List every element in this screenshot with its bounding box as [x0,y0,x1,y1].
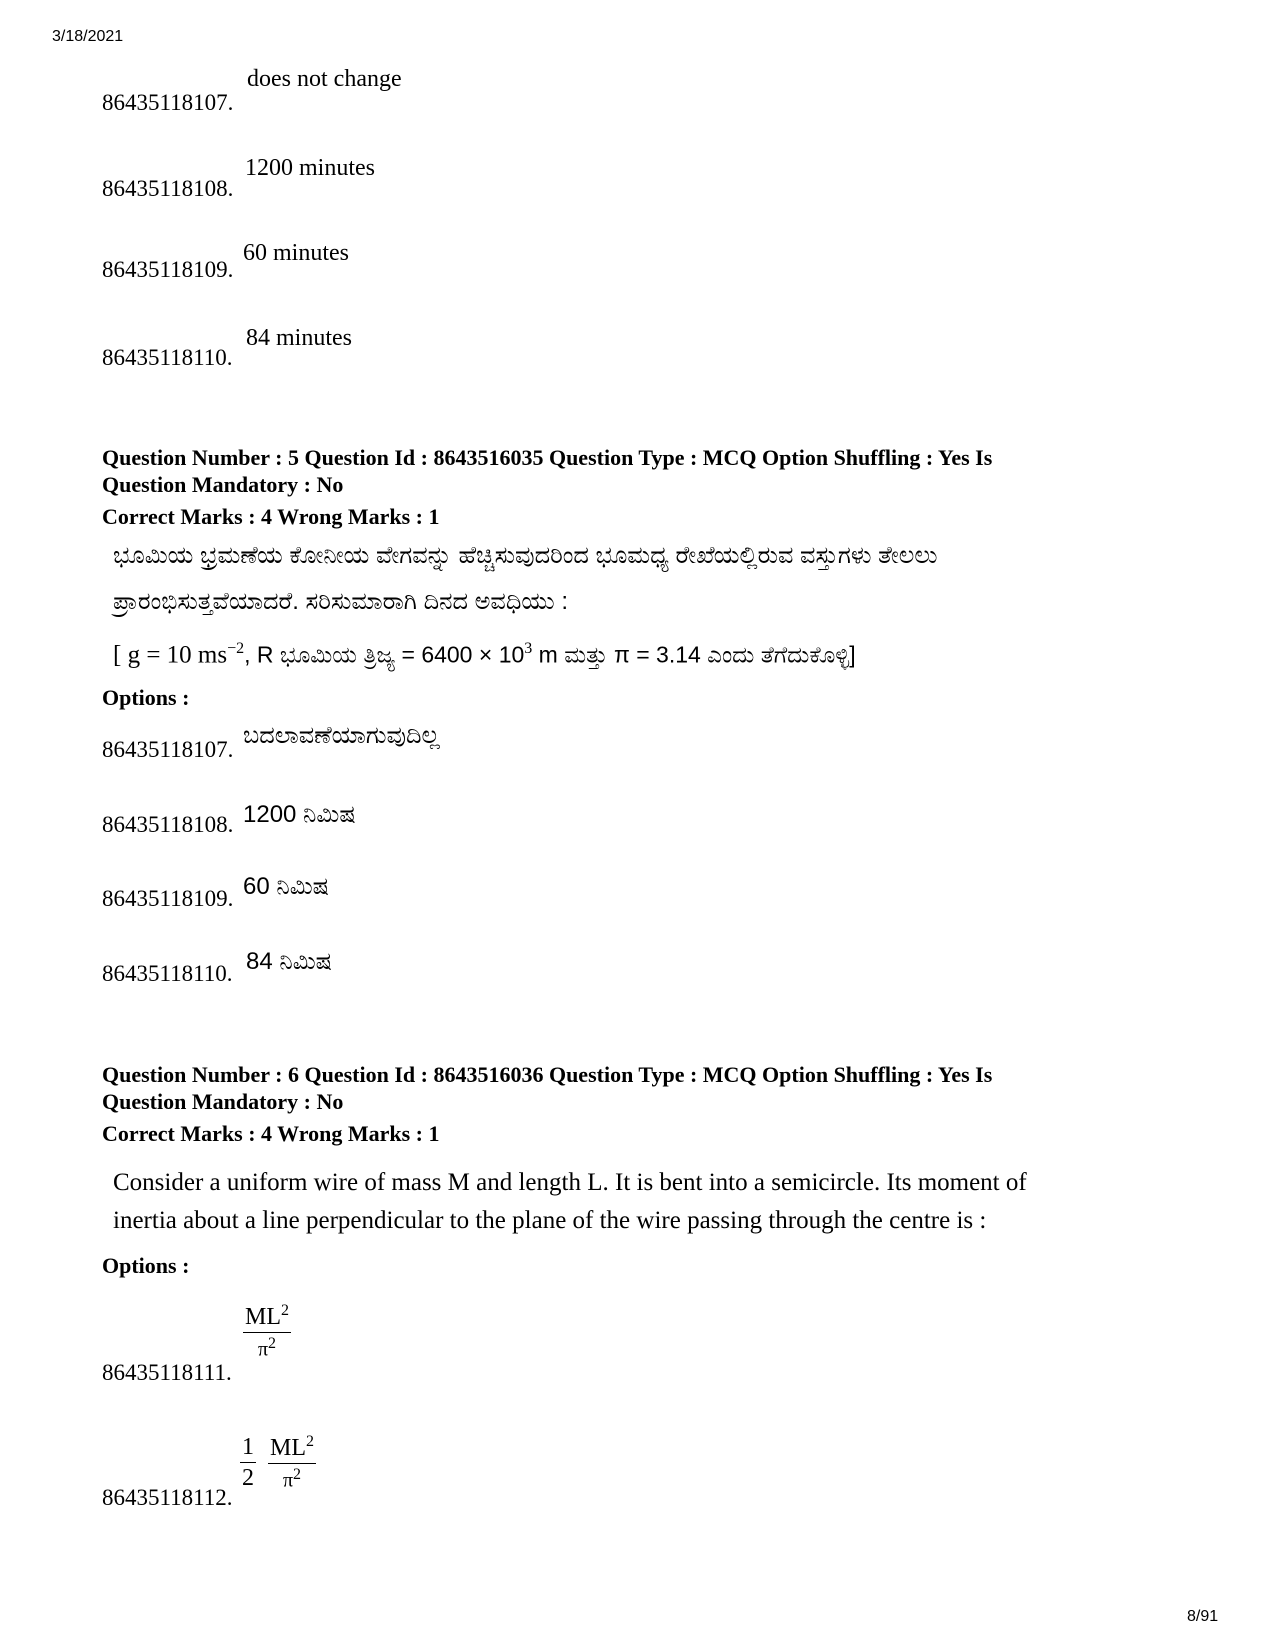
q5-formula-pre: [ g = 10 ms [113,641,228,669]
q4-option-3-text: 60 minutes [243,240,349,266]
q5-text-line-2: ಪ್ರಾರಂಭಿಸುತ್ತವೆಯಾದರೆ. ಸರಿಸುಮಾರಾಗಿ ದಿನದ ಅವಧಿಯು : [113,588,569,615]
q6-option-1-denominator: π [257,1338,269,1361]
q4-option-4-id: 86435118110. [102,345,233,370]
q6-header-line-1: Question Number : 6 Question Id : 8643516036 Question Type : MCQ Option Shuffling : Yes Is [102,1062,993,1087]
q4-option-2-text: 1200 minutes [245,155,375,181]
q5-option-4-text: 84 ನಿಮಿಷ [246,948,332,975]
q5-formula-mid: , R ಭೂಮಿಯ ತ್ರಿಜ್ಯ = 6400 × 10 [244,641,525,668]
q5-options-label: Options : [102,685,190,710]
q6-option-2-numerator-exp: 2 [306,1433,314,1450]
q6-option-2-id: 86435118112. [102,1485,233,1510]
q5-formula-exp1: −2 [227,640,245,657]
q6-option-2-coef-num: 1 [242,1433,254,1460]
q5-option-2-text: 1200 ನಿಮಿಷ [243,801,356,828]
q6-text-line-2: inertia about a line perpendicular to the plane of the wire passing through the centre is : [113,1207,987,1234]
q6-option-2-coefficient [240,1435,256,1490]
page-number: 8/91 [1187,1608,1219,1625]
q5-formula-post: m ಮತ್ತು π = 3.14 ಎಂದು ತೆಗೆದುಕೊಳ್ಳಿ] [532,641,856,668]
q6-option-2-formula [240,1434,316,1491]
q6-option-1-numerator-exp: 2 [281,1302,289,1319]
q6-options-label: Options : [102,1253,190,1278]
q5-formula-exp2: 3 [524,640,533,657]
q4-option-2-id: 86435118108. [102,176,234,201]
q6-option-2-denominator: π [282,1469,294,1492]
q6-header-line-2: Question Mandatory : No [102,1089,344,1114]
q5-text-line-1: ಭೂಮಿಯ ಭ್ರಮಣೆಯ ಕೋನೀಯ ವೇಗವನ್ನು ಹೆಚ್ಚಿಸುವುದರಿಂದ ಭೂಮಧ್ಯ ರೇಖೆಯಲ್ಲಿರುವ ವಸ್ತುಗಳು ತೇಲಲು [113,542,938,569]
q6-text-line-1: Consider a uniform wire of mass M and length L. It is bent into a semicircle. Its moment of [113,1169,1027,1196]
q6-option-1-fraction [243,1303,291,1360]
q5-option-1-id: 86435118107. [102,737,234,762]
q6-option-1-formula [243,1303,291,1360]
q4-option-1-id: 86435118107. [102,90,234,115]
q6-option-2-denominator-exp: 2 [293,1466,302,1483]
q6-marks: Correct Marks : 4 Wrong Marks : 1 [102,1121,440,1146]
q6-option-1-id: 86435118111. [102,1360,232,1385]
q5-option-4-id: 86435118110. [102,961,233,986]
q5-option-1-text: ಬದಲಾವಣೆಯಾಗುವುದಿಲ್ಲ [243,722,440,749]
q5-option-2-id: 86435118108. [102,812,234,837]
q5-marks: Correct Marks : 4 Wrong Marks : 1 [102,504,440,529]
q5-formula [113,630,856,674]
q5-header-line-2: Question Mandatory : No [102,472,344,497]
q5-header-line-1: Question Number : 5 Question Id : 8643516035 Question Type : MCQ Option Shuffling : Yes Is [102,445,993,470]
q6-option-2-numerator: ML [270,1435,306,1461]
q4-option-4-text: 84 minutes [246,325,352,351]
q5-option-3-id: 86435118109. [102,886,234,911]
q6-option-2-coef-den: 2 [242,1464,254,1491]
q4-option-1-text: does not change [247,66,402,92]
print-date: 3/18/2021 [52,28,124,45]
q4-option-3-id: 86435118109. [102,257,234,282]
q6-option-1-numerator: ML [245,1304,281,1330]
q6-option-2-fraction [268,1434,316,1491]
q6-option-1-denominator-exp: 2 [268,1335,277,1352]
q5-option-3-text: 60 ನಿಮಿಷ [243,873,329,900]
